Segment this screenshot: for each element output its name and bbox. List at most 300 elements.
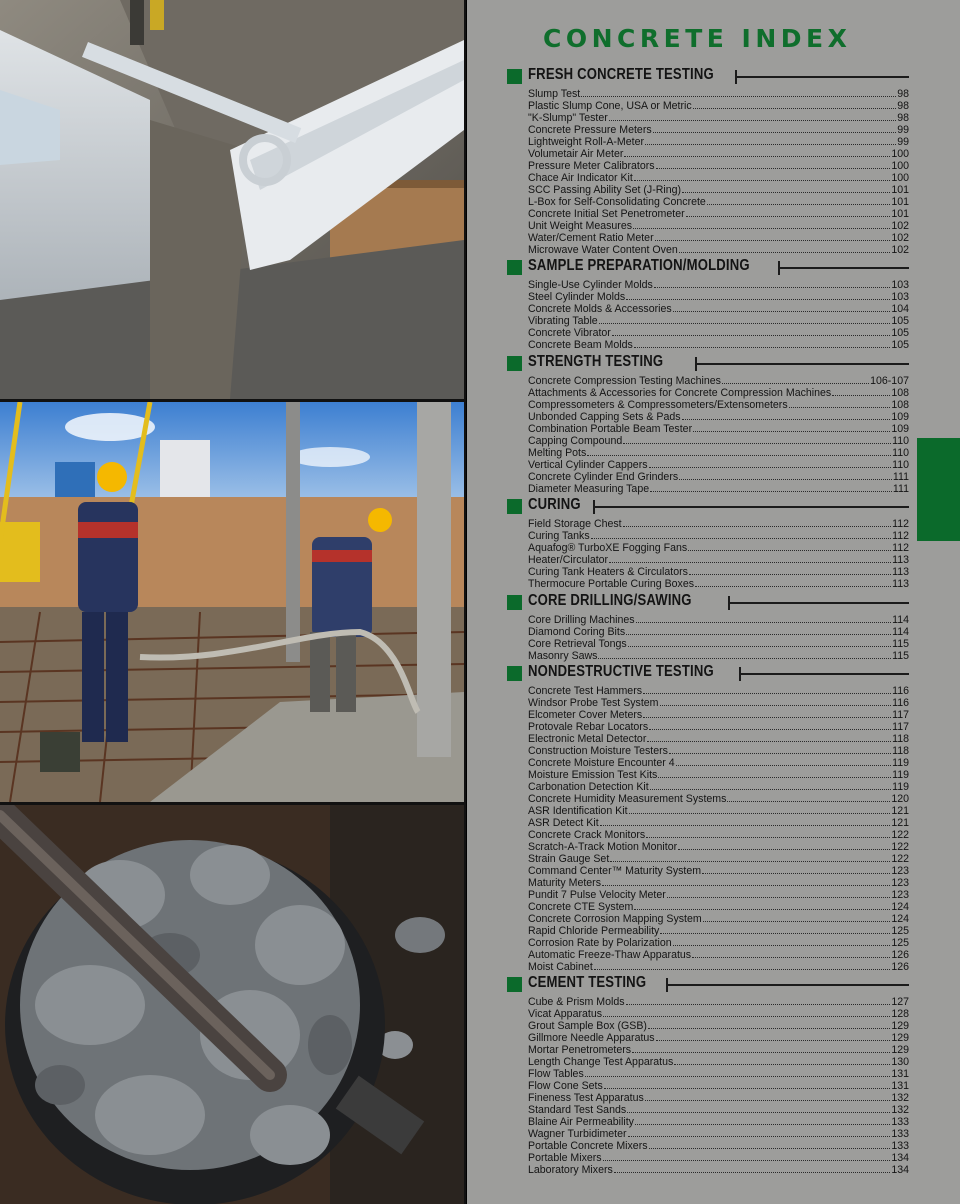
entry-name: Elcometer Cover Meters [528,709,643,721]
entry-page: 122 [891,829,909,841]
section-rule [593,506,909,508]
dot-leader [633,220,890,229]
section-title: CEMENT TESTING [528,974,647,991]
index-entry[interactable] [528,423,909,435]
entry-name: Volumetair Air Meter [528,148,624,160]
index-panel [467,0,960,1204]
dot-leader [636,614,892,623]
entry-name: Windsor Probe Test System [528,697,659,709]
index-entry[interactable] [528,279,909,291]
section-bullet-icon [507,499,522,514]
index-entry[interactable] [528,530,909,542]
section-header [507,354,909,374]
entry-page: 124 [891,901,909,913]
index-entry[interactable] [528,614,909,626]
index-entry[interactable] [528,172,909,184]
entry-name: Curing Tank Heaters & Circulators [528,566,688,578]
index-entry[interactable] [528,697,909,709]
index-entry[interactable] [528,196,909,208]
entry-page: 99 [897,124,909,136]
dot-leader [612,327,890,336]
entry-name: Single-Use Cylinder Molds [528,279,653,291]
index-entry[interactable] [528,913,909,925]
entry-page: 122 [891,841,909,853]
dot-leader [658,769,891,778]
index-entry[interactable] [528,554,909,566]
entry-page: 105 [891,339,909,351]
entry-name: Cube & Prism Molds [528,996,625,1008]
entry-list [528,518,909,590]
entry-name: ASR Detect Kit [528,817,599,829]
entry-name: Concrete CTE System [528,901,634,913]
entry-name: Lightweight Roll-A-Meter [528,136,644,148]
entry-page: 134 [891,1152,909,1164]
dot-leader [702,865,890,874]
photo-workers-pouring [0,402,464,802]
entry-name: Water/Cement Ratio Meter [528,232,654,244]
section-title: FRESH CONCRETE TESTING [528,66,714,83]
entry-page: 132 [891,1104,909,1116]
dot-leader [609,554,891,563]
section-bullet-icon [507,260,522,275]
entry-name: Pundit 7 Pulse Velocity Meter [528,889,666,901]
entry-page: 114 [892,626,909,638]
entry-name: Concrete Beam Molds [528,339,633,351]
index-entry[interactable] [528,327,909,339]
entry-name: Melting Pots [528,447,587,459]
entry-name: Electronic Metal Detector [528,733,647,745]
entry-name: Protovale Rebar Locators [528,721,649,733]
entry-name: Moist Cabinet [528,961,593,973]
entry-name: Heater/Circulator [528,554,609,566]
index-entry[interactable] [528,817,909,829]
index-section [507,593,909,662]
entry-name: Standard Test Sands [528,1104,627,1116]
section-header [507,664,909,684]
photo-concrete-chute [0,0,464,399]
index-entry[interactable] [528,733,909,745]
index-entry[interactable] [528,578,909,590]
index-entry[interactable] [528,877,909,889]
entry-list [528,279,909,351]
dot-leader [688,542,891,551]
index-entry[interactable] [528,1164,909,1176]
index-entry[interactable] [528,889,909,901]
entry-name: Concrete Crack Monitors [528,829,646,841]
entry-name: Corrosion Rate by Polarization [528,937,672,949]
dot-leader [600,817,891,826]
entry-page: 103 [891,291,909,303]
dot-leader [727,793,890,802]
section-header [507,258,909,278]
dot-leader [682,184,890,193]
index-entry[interactable] [528,399,909,411]
dot-leader [587,447,891,456]
entry-page: 118 [892,733,909,745]
index-section [507,975,909,1176]
entry-page: 123 [891,877,909,889]
index-section [507,497,909,590]
entry-name: Unit Weight Measures [528,220,633,232]
dot-leader [653,124,897,133]
index-entry[interactable] [528,1080,909,1092]
index-entry[interactable] [528,303,909,315]
dot-leader [695,578,891,587]
dot-leader [682,411,891,420]
dot-leader [673,303,891,312]
section-rule [778,267,909,269]
index-entry[interactable] [528,1020,909,1032]
section-rule [666,984,909,986]
entry-name: Fineness Test Apparatus [528,1092,644,1104]
entry-name: Carbonation Detection Kit [528,781,649,793]
entry-page: 110 [892,447,909,459]
section-rule [735,76,909,78]
index-entry[interactable] [528,650,909,662]
dot-leader [594,961,891,970]
index-entry[interactable] [528,865,909,877]
entry-name: Compressometers & Compressometers/Extensometers [528,399,788,411]
entry-page: 101 [891,184,909,196]
entry-page: 102 [891,220,909,232]
entry-name: Portable Concrete Mixers [528,1140,648,1152]
index-entry[interactable] [528,112,909,124]
index-entry[interactable] [528,996,909,1008]
entry-list [528,685,909,973]
dot-leader [673,937,891,946]
entry-name: Slump Test [528,88,581,100]
entry-name: Vibrating Table [528,315,598,327]
entry-name: Field Storage Chest [528,518,622,530]
index-entry[interactable] [528,781,909,793]
entry-page: 115 [892,650,909,662]
dot-leader [629,805,891,814]
entry-page: 114 [892,614,909,626]
entry-page: 119 [892,757,909,769]
index-entry[interactable] [528,1140,909,1152]
entry-page: 101 [891,196,909,208]
entry-name: Flow Tables [528,1068,584,1080]
entry-page: 126 [891,961,909,973]
dot-leader [623,518,891,527]
dot-leader [645,1092,890,1101]
index-entry[interactable] [528,88,909,100]
entry-name: Thermocure Portable Curing Boxes [528,578,695,590]
entry-page: 118 [892,745,909,757]
section-bullet-icon [507,666,522,681]
dot-leader [626,996,891,1005]
index-entry[interactable] [528,1008,909,1020]
entry-page: 119 [892,781,909,793]
entry-name: Concrete Molds & Accessories [528,303,672,315]
entry-page: 131 [891,1068,909,1080]
dot-leader [832,387,890,396]
entry-name: Core Drilling Machines [528,614,635,626]
entry-name: Automatic Freeze-Thaw Apparatus [528,949,692,961]
entry-page: 134 [891,1164,909,1176]
dot-leader [634,339,891,348]
dot-leader [676,757,891,766]
section-rule [728,602,909,604]
section-bullet-icon [507,356,522,371]
dot-leader [660,925,890,934]
index-entry[interactable] [528,124,909,136]
index-entry[interactable] [528,937,909,949]
index-entry[interactable] [528,925,909,937]
dot-leader [623,435,891,444]
dot-leader [627,1104,890,1113]
entry-page: 117 [892,709,909,721]
entry-name: Microwave Water Content Oven [528,244,678,256]
index-entry[interactable] [528,435,909,447]
index-entry[interactable] [528,339,909,351]
entry-page: 123 [891,889,909,901]
index-entry[interactable] [528,1092,909,1104]
section-title: STRENGTH TESTING [528,353,664,370]
section-header [507,497,909,517]
index-entry[interactable] [528,638,909,650]
entry-name: Concrete Compression Testing Machines [528,375,721,387]
entry-page: 129 [891,1020,909,1032]
entry-page: 113 [892,554,909,566]
dot-leader [693,100,897,109]
index-entry[interactable] [528,1056,909,1068]
dot-leader [649,1140,891,1149]
dot-leader [645,136,896,145]
index-entry[interactable] [528,709,909,721]
dot-leader [692,949,890,958]
index-entry[interactable] [528,184,909,196]
entry-name: Flow Cone Sets [528,1080,603,1092]
index-entry[interactable] [528,1116,909,1128]
dot-leader [603,1152,891,1161]
entry-list [528,375,909,495]
entry-page: 113 [892,578,909,590]
entry-page: 133 [891,1128,909,1140]
entry-name: Concrete Humidity Measurement Systems [528,793,727,805]
dot-leader [603,1008,890,1017]
index-entry[interactable] [528,949,909,961]
entry-name: Capping Compound [528,435,623,447]
entry-name: Scratch-A-Track Motion Monitor [528,841,678,853]
index-entry[interactable] [528,208,909,220]
index-entry[interactable] [528,375,909,387]
entry-page: 100 [891,160,909,172]
entry-name: Mortar Penetrometers [528,1044,632,1056]
dot-leader [678,841,890,850]
entry-page: 108 [891,399,909,411]
dot-leader [591,530,891,539]
photo-concrete-sample [0,805,464,1204]
index-entry[interactable] [528,136,909,148]
entry-page: 133 [891,1116,909,1128]
entry-page: 108 [891,387,909,399]
dot-leader [634,901,890,910]
index-entry[interactable] [528,411,909,423]
entry-page: 117 [892,721,909,733]
index-entry[interactable] [528,1152,909,1164]
entry-page: 99 [897,136,909,148]
dot-leader [674,1056,890,1065]
entry-name: Concrete Cylinder End Grinders [528,471,679,483]
entry-name: ASR Identification Kit [528,805,628,817]
entry-name: Gillmore Needle Apparatus [528,1032,655,1044]
index-entry[interactable] [528,1104,909,1116]
index-entry[interactable] [528,160,909,172]
entry-name: Laboratory Mixers [528,1164,613,1176]
entry-name: Concrete Initial Set Penetrometer [528,208,685,220]
entry-name: Concrete Test Hammers [528,685,643,697]
section-header [507,67,909,87]
index-entry[interactable] [528,566,909,578]
dot-leader [632,1044,890,1053]
entry-name: Blaine Air Permeability [528,1116,634,1128]
section-header [507,975,909,995]
section-rule [695,363,909,365]
entry-name: Concrete Corrosion Mapping System [528,913,702,925]
entry-page: 100 [891,172,909,184]
entry-name: Wagner Turbidimeter [528,1128,627,1140]
index-entry[interactable] [528,387,909,399]
index-entry[interactable] [528,471,909,483]
index-entry[interactable] [528,315,909,327]
index-entry[interactable] [528,626,909,638]
dot-leader [679,471,892,480]
index-entry[interactable] [528,1044,909,1056]
index-entry[interactable] [528,1128,909,1140]
entry-page: 113 [892,566,909,578]
index-entry[interactable] [528,793,909,805]
index-entry[interactable] [528,1068,909,1080]
dot-leader [655,232,891,241]
entry-name: Masonry Saws [528,650,598,662]
entry-name: Vicat Apparatus [528,1008,603,1020]
index-entry[interactable] [528,829,909,841]
dot-leader [654,279,890,288]
index-entry[interactable] [528,100,909,112]
dot-leader [598,650,891,659]
entry-name: L-Box for Self-Consolidating Concrete [528,196,706,208]
entry-page: 104 [891,303,909,315]
entry-page: 112 [892,518,909,530]
dot-leader [679,244,891,253]
index-entry[interactable] [528,291,909,303]
section-title: SAMPLE PREPARATION/MOLDING [528,257,750,274]
entry-page: 110 [892,435,909,447]
dot-leader [689,566,891,575]
entry-page: 124 [891,913,909,925]
index-entry[interactable] [528,244,909,256]
index-entry[interactable] [528,685,909,697]
index-entry[interactable] [528,961,909,973]
entry-page: 103 [891,279,909,291]
dot-leader [602,877,890,886]
entry-name: Grout Sample Box (GSB) [528,1020,647,1032]
dot-leader [609,112,896,121]
dot-leader [635,1116,890,1125]
dot-leader [650,483,892,492]
index-entry[interactable] [528,518,909,530]
index-entry[interactable] [528,148,909,160]
entry-name: Chace Air Indicator Kit [528,172,633,184]
dot-leader [628,1128,891,1137]
entry-name: Core Retrieval Tongs [528,638,627,650]
index-entry[interactable] [528,805,909,817]
dot-leader [628,638,891,647]
entry-name: Unbonded Capping Sets & Pads [528,411,681,423]
entry-name: Maturity Meters [528,877,601,889]
index-entry[interactable] [528,853,909,865]
entry-name: Strain Gauge Set [528,853,610,865]
dot-leader [686,208,891,217]
index-entry[interactable] [528,459,909,471]
dot-leader [707,196,890,205]
entry-page: 121 [891,817,909,829]
entry-page: 98 [897,88,909,100]
section-title: CURING [528,496,581,513]
index-entry[interactable] [528,745,909,757]
index-section [507,664,909,973]
dot-leader [650,781,891,790]
entry-name: Attachments & Accessories for Concrete Compression Machines [528,387,832,399]
entry-page: 98 [897,100,909,112]
entry-page: 111 [892,471,909,483]
entry-list [528,614,909,662]
entry-name: Plastic Slump Cone, USA or Metric [528,100,692,112]
section-bullet-icon [507,69,522,84]
dot-leader [624,148,890,157]
index-entry[interactable] [528,769,909,781]
entry-name: Construction Moisture Testers [528,745,668,757]
entry-page: 109 [891,411,909,423]
index-entry[interactable] [528,901,909,913]
section-header [507,593,909,613]
index-entry[interactable] [528,447,909,459]
dot-leader [626,291,890,300]
entry-page: 109 [891,423,909,435]
index-entry[interactable] [528,483,909,495]
dot-leader [585,1068,891,1077]
index-entry[interactable] [528,757,909,769]
entry-page: 132 [891,1092,909,1104]
entry-page: 110 [892,459,909,471]
entry-name: Combination Portable Beam Tester [528,423,693,435]
dot-leader [634,172,891,181]
index-entry[interactable] [528,542,909,554]
entry-page: 121 [891,805,909,817]
index-entry[interactable] [528,721,909,733]
entry-page: 105 [891,315,909,327]
index-entry[interactable] [528,232,909,244]
entry-page: 129 [891,1044,909,1056]
entry-page: 122 [891,853,909,865]
entry-list [528,996,909,1176]
dot-leader [643,685,891,694]
entry-page: 116 [892,685,909,697]
index-entry[interactable] [528,220,909,232]
entry-page: 129 [891,1032,909,1044]
dot-leader [660,697,892,706]
entry-page: 120 [891,793,909,805]
index-entry[interactable] [528,1032,909,1044]
index-entry[interactable] [528,841,909,853]
entry-name: Moisture Emission Test Kits [528,769,658,781]
entry-page: 123 [891,865,909,877]
entry-page: 130 [891,1056,909,1068]
entry-page: 125 [891,937,909,949]
dot-leader [649,459,892,468]
entry-name: Portable Mixers [528,1152,602,1164]
